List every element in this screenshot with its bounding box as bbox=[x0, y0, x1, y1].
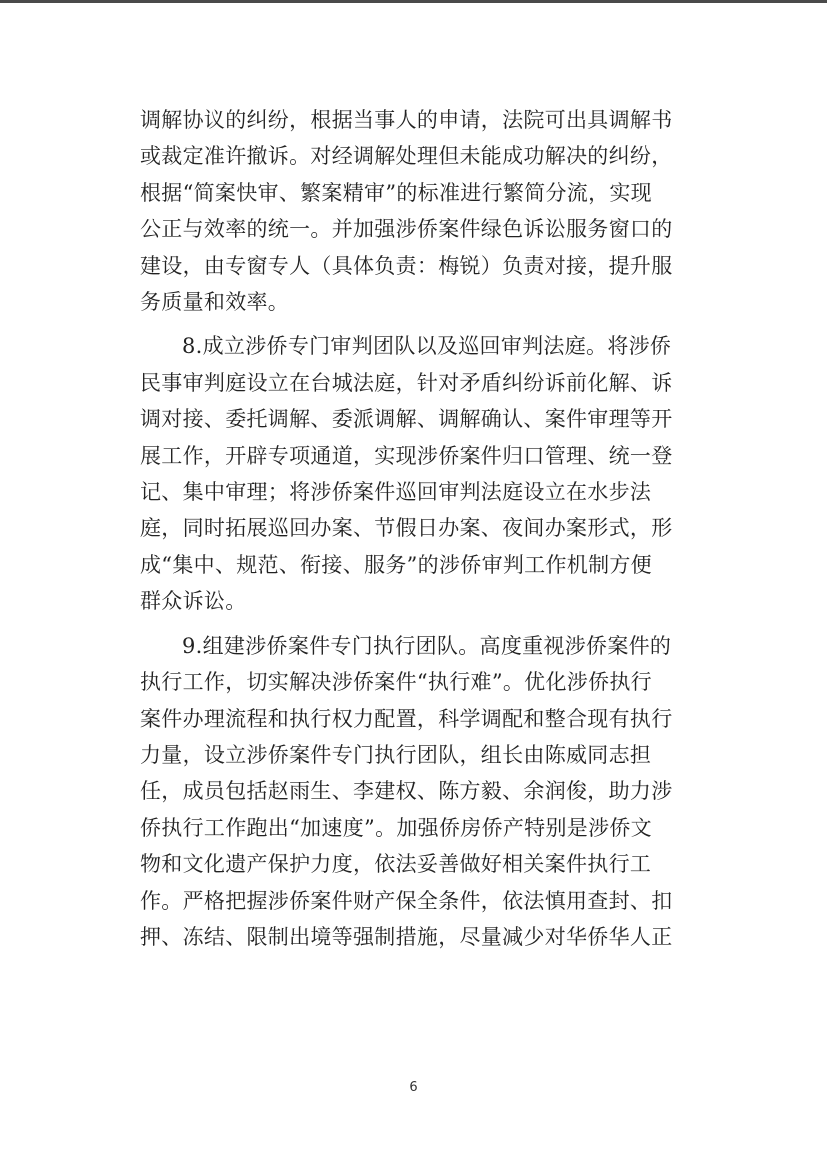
page-number: 6 bbox=[409, 1080, 418, 1095]
text-line: 执行工作，切实解决涉侨案件“执行难”。优化涉侨执行 bbox=[140, 670, 652, 695]
text-line: 公正与效率的统一。并加强涉侨案件绿色诉讼服务窗口的 bbox=[140, 217, 673, 242]
text-line: 民事审判庭设立在台城法庭，针对矛盾纠纷诉前化解、诉 bbox=[140, 370, 673, 395]
document-body bbox=[140, 102, 720, 955]
text-line: 作。严格把握涉侨案件财产保全条件，依法慎用查封、扣 bbox=[140, 888, 673, 913]
text-line: 群众诉讼。 bbox=[140, 589, 247, 614]
text-line: 任，成员包括赵雨生、李建权、陈方毅、余润俊，助力涉 bbox=[140, 779, 673, 804]
text-line: 侨执行工作跑出“加速度”。加强侨房侨产特别是涉侨文 bbox=[140, 815, 652, 840]
text-line: 案件办理流程和执行权力配置，科学调配和整合现有执行 bbox=[140, 706, 673, 731]
text-line: 庭，同时拓展巡回办案、节假日办案、夜间办案形式，形 bbox=[140, 516, 673, 541]
text-line: 务质量和效率。 bbox=[140, 290, 290, 315]
text-line: 力量，设立涉侨案件专门执行团队，组长由陈威同志担 bbox=[140, 742, 652, 767]
paragraph-3 bbox=[140, 628, 720, 956]
text-line: 8.成立涉侨专门审判团队以及巡回审判法庭。将涉侨 bbox=[182, 334, 672, 359]
text-line: 或裁定准许撤诉。对经调解处理但未能成功解决的纠纷， bbox=[140, 144, 673, 169]
paragraph-2 bbox=[140, 328, 720, 619]
text-line: 根据“简案快审、繁案精审”的标准进行繁简分流，实现 bbox=[140, 180, 652, 205]
text-line: 9.组建涉侨案件专门执行团队。高度重视涉侨案件的 bbox=[182, 633, 672, 658]
text-line: 物和文化遗产保护力度，依法妥善做好相关案件执行工 bbox=[140, 852, 652, 877]
text-line: 调对接、委托调解、委派调解、调解确认、案件审理等开 bbox=[140, 407, 673, 432]
text-line: 押、冻结、限制出境等强制措施，尽量减少对华侨华人正 bbox=[140, 924, 673, 949]
text-line: 调解协议的纠纷，根据当事人的申请，法院可出具调解书 bbox=[140, 108, 673, 132]
scan-top-edge bbox=[0, 0, 827, 3]
text-line: 展工作，开辟专项通道，实现涉侨案件归口管理、统一登 bbox=[140, 443, 673, 468]
text-line: 成“集中、规范、衔接、服务”的涉侨审判工作机制方便 bbox=[140, 552, 652, 577]
paragraph-1 bbox=[140, 102, 720, 320]
text-line: 记、集中审理；将涉侨案件巡回审判法庭设立在水步法 bbox=[140, 480, 652, 505]
text-line: 建设，由专窗专人（具体负责：梅锐）负责对接，提升服 bbox=[140, 253, 673, 278]
